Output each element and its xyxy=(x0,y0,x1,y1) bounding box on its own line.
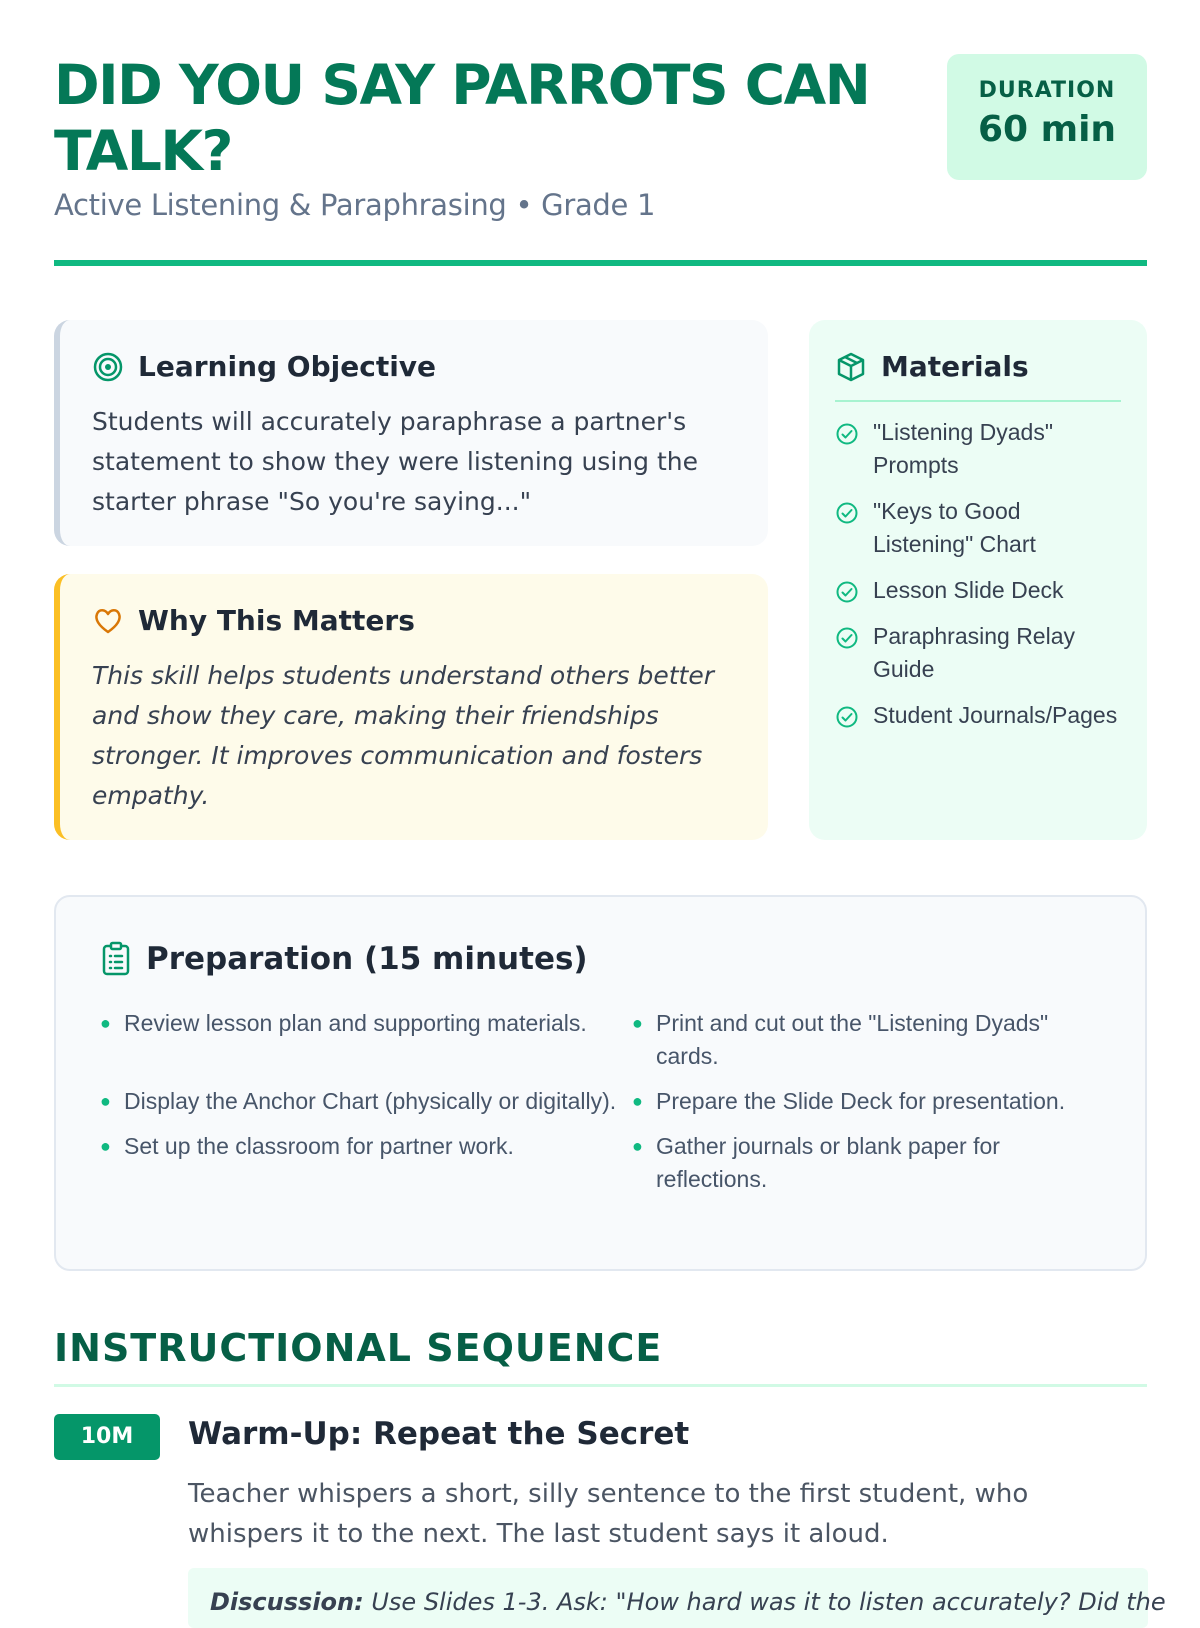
preparation-title: Preparation (15 minutes) xyxy=(146,941,588,977)
preparation-item-text: Gather journals or blank paper for reflections. xyxy=(656,1133,1000,1192)
list-item xyxy=(100,1085,632,1118)
materials-header xyxy=(835,350,1029,383)
materials-divider xyxy=(835,400,1121,402)
list-item xyxy=(632,1085,1110,1118)
why-this-matters-card xyxy=(54,574,768,840)
header-divider xyxy=(54,260,1147,266)
list-item xyxy=(835,574,1125,607)
page-subtitle: Active Listening & Paraphrasing • Grade 1 xyxy=(54,188,656,222)
page-title: DID YOU SAY PARROTS CAN TALK? xyxy=(54,53,870,183)
bullet-icon: ● xyxy=(100,1136,111,1156)
learning-objective-title: Learning Objective xyxy=(138,350,437,383)
material-label: Paraphrasing Relay Guide xyxy=(873,623,1076,682)
step-duration-badge: 10M xyxy=(54,1414,160,1460)
why-this-matters-title: Why This Matters xyxy=(138,604,415,637)
bullet-icon: ● xyxy=(100,1091,111,1111)
list-item xyxy=(100,1007,632,1073)
list-item xyxy=(835,416,1125,482)
materials-title: Materials xyxy=(881,350,1029,383)
check-circle-icon xyxy=(835,422,859,446)
discussion-box xyxy=(188,1568,1166,1628)
learning-objective-header xyxy=(92,350,436,383)
list-item xyxy=(835,699,1125,732)
material-label: "Listening Dyads" Prompts xyxy=(873,419,1053,478)
materials-list xyxy=(835,416,1125,745)
material-label: Student Journals/Pages xyxy=(873,702,1118,728)
duration-label: DURATION xyxy=(978,78,1116,103)
section-divider xyxy=(54,1384,1147,1387)
preparation-item-text: Prepare the Slide Deck for presentation. xyxy=(656,1088,1066,1114)
preparation-card xyxy=(54,895,1147,1271)
list-item xyxy=(632,1007,1110,1073)
package-icon xyxy=(835,351,867,383)
lesson-header xyxy=(54,52,1147,222)
discussion-text: Use Slides 1-3. Ask: "How hard was it to listen accurately? Did the xyxy=(371,1588,1166,1616)
preparation-header xyxy=(100,941,588,977)
why-this-matters-header xyxy=(92,604,415,637)
preparation-item-text: Review lesson plan and supporting materials. xyxy=(124,1010,587,1036)
duration-badge xyxy=(947,54,1147,180)
preparation-list xyxy=(100,1007,1110,1196)
bullet-icon: ● xyxy=(632,1013,643,1033)
heart-icon xyxy=(92,605,124,637)
list-item xyxy=(835,495,1125,561)
duration-value: 60 min xyxy=(977,109,1117,150)
material-label: "Keys to Good Listening" Chart xyxy=(873,498,1036,557)
section-title: INSTRUCTIONAL SEQUENCE xyxy=(54,1326,663,1370)
preparation-item-text: Set up the classroom for partner work. xyxy=(124,1133,514,1159)
step-title: Warm-Up: Repeat the Secret xyxy=(188,1416,690,1452)
preparation-item-text: Print and cut out the "Listening Dyads" cards. xyxy=(656,1010,1049,1069)
check-circle-icon xyxy=(835,705,859,729)
materials-card xyxy=(809,320,1147,840)
bullet-icon: ● xyxy=(632,1136,643,1156)
why-this-matters-text: This skill helps students understand others better and show they care, making their friendships stronger. It improves communication and fosters empathy. xyxy=(92,661,714,810)
discussion-label: Discussion: xyxy=(210,1588,364,1616)
bullet-icon: ● xyxy=(632,1091,643,1111)
material-label: Lesson Slide Deck xyxy=(873,577,1064,603)
list-item xyxy=(100,1130,632,1196)
check-circle-icon xyxy=(835,580,859,604)
learning-objective-card xyxy=(54,320,768,546)
check-circle-icon xyxy=(835,626,859,650)
learning-objective-text: Students will accurately paraphrase a partner's statement to show they were listening using the starter phrase "So you're saying..." xyxy=(92,407,698,516)
check-circle-icon xyxy=(835,501,859,525)
step-description: Teacher whispers a short, silly sentence to the first student, who whispers it to the next. The last student says it aloud. xyxy=(188,1479,1029,1549)
list-item xyxy=(835,620,1125,686)
list-item xyxy=(632,1130,1110,1196)
target-icon xyxy=(92,351,124,383)
preparation-item-text: Display the Anchor Chart (physically or digitally). xyxy=(124,1088,617,1114)
clipboard-icon xyxy=(100,941,132,977)
bullet-icon: ● xyxy=(100,1013,111,1033)
